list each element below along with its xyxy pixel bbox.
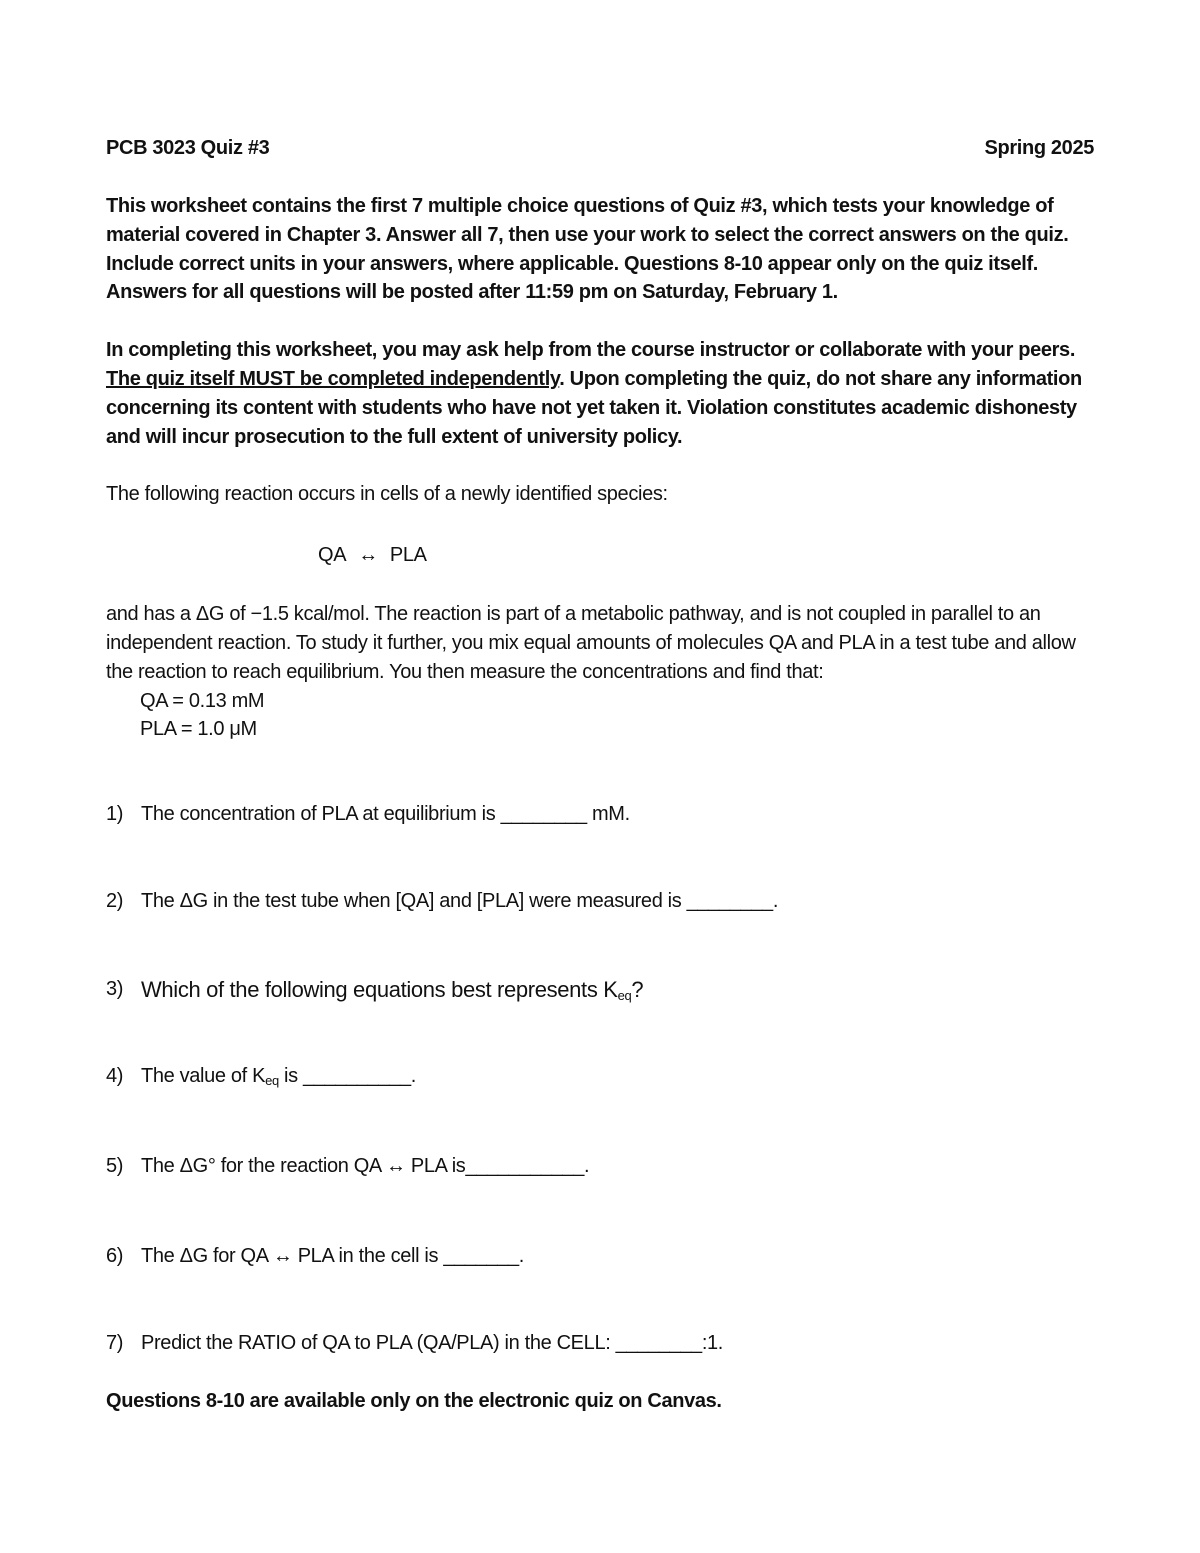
product-label: PLA (389, 544, 427, 567)
question-7 (106, 1329, 1094, 1358)
measurement-pla: PLA = 1.0 μM (140, 718, 257, 741)
question-number: 4) (106, 1065, 124, 1088)
question-4 (106, 1062, 1094, 1091)
scenario-lead: The following reaction occurs in cells of a newly identified species: (106, 483, 668, 506)
header (106, 134, 1094, 163)
policy-text-part2: . Upon completing the quiz, do not share any information concerning its content with students who have not yet taken it. Violation constitutes academic dishonesty and will incur prosecution to the full extent of university policy. (106, 367, 1082, 448)
keq-subscript: eq (265, 1073, 279, 1089)
question-text: The ΔG° for the reaction QA ↔ PLA is___________. (141, 1155, 590, 1178)
question-number: 5) (106, 1155, 124, 1178)
scenario-description: and has a ΔG of −1.5 kcal/mol. The reaction is part of a metabolic pathway, and is not coupled in parallel to an independent reaction. To study it further, you mix equal amounts of molecules QA and PLA in a test tube and allow the reaction to reach equilibrium. You then measure the concentrations and find that: (106, 603, 1076, 683)
question-number: 6) (106, 1245, 124, 1268)
question-6 (106, 1242, 1094, 1271)
question-text (141, 1062, 416, 1091)
reversible-arrow-icon: ↔ (358, 544, 378, 567)
measurement-qa: QA = 0.13 mM (140, 689, 265, 712)
question-3 (106, 975, 1094, 1004)
policy-paragraph (106, 336, 1094, 451)
question-text-end: ? (631, 977, 644, 1003)
question-number: 3) (106, 978, 124, 1001)
question-2 (106, 887, 1094, 916)
worksheet-page (106, 134, 1094, 1416)
question-number: 7) (106, 1332, 124, 1355)
policy-text-part1: In completing this worksheet, you may ask help from the course instructor or collaborate with your peers. (106, 339, 1076, 362)
semester-label: Spring 2025 (984, 137, 1094, 159)
question-text: The ΔG for QA ↔ PLA in the cell is _______. (141, 1245, 524, 1268)
question-text (141, 975, 643, 1004)
question-number: 1) (106, 803, 124, 826)
question-5 (106, 1152, 1094, 1181)
question-text: The concentration of PLA at equilibrium is ________ mM. (141, 803, 630, 826)
reaction-equation (106, 541, 1094, 570)
footer-note: Questions 8-10 are available only on the electronic quiz on Canvas. (106, 1390, 722, 1413)
question-1 (106, 800, 1094, 829)
policy-underlined-text: The quiz itself MUST be completed independently (106, 367, 560, 390)
question-text-main: Which of the following equations best represents K (141, 977, 618, 1003)
reactant-label: QA (318, 544, 347, 567)
question-text-end: is __________. (278, 1065, 416, 1088)
keq-subscript: eq (617, 988, 632, 1004)
question-text-main: The value of K (141, 1065, 266, 1088)
question-text: The ΔG in the test tube when [QA] and [PLA] were measured is ________. (141, 890, 779, 913)
course-quiz-title: PCB 3023 Quiz #3 (106, 137, 270, 159)
question-number: 2) (106, 890, 124, 913)
intro-paragraph: This worksheet contains the first 7 multiple choice questions of Quiz #3, which tests your knowledge of material covered in Chapter 3. Answer all 7, then use your work to select the correct answers on the quiz. Include correct units in your answers, where applicable. Questions 8-10 appear only on the quiz itself. Answers for all questions will be posted after 11:59 pm on Saturday, February 1. (106, 195, 1069, 304)
question-text: Predict the RATIO of QA to PLA (QA/PLA) in the CELL: ________:1. (141, 1332, 724, 1355)
